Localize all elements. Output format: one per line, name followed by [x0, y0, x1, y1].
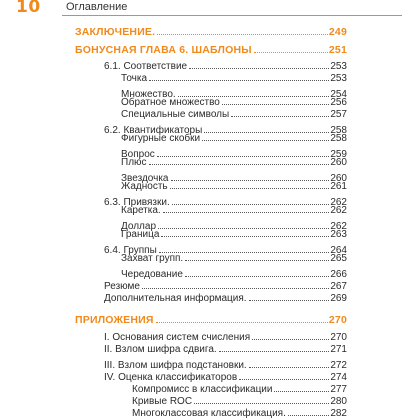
toc-entry-title: Множество. [121, 89, 176, 100]
toc-entry-title: Граница [121, 229, 160, 240]
toc-dot-leader [185, 260, 329, 261]
toc-entry-page: 274 [330, 372, 347, 383]
toc-entry [132, 405, 347, 419]
toc-entry-page: 262 [330, 205, 347, 216]
toc-entry-title: Многоклассовая классификация. [132, 408, 286, 419]
toc-entry-title: БОНУСНАЯ ГЛАВА 6. ШАБЛОНЫ [75, 44, 252, 56]
toc-entry-title: 6.2. Квантификаторы [104, 125, 203, 136]
toc-dot-leader [249, 300, 330, 301]
toc-entry-title: III. Взлом шифра подстановки. [104, 360, 247, 371]
toc-entry-page: 269 [330, 293, 347, 304]
toc-entry [104, 290, 347, 304]
toc-dot-leader [161, 236, 329, 237]
toc-entry-page: 280 [330, 396, 347, 407]
toc-entry-title: Резюме [104, 281, 140, 292]
toc-entry-title: Специальные символы [121, 109, 230, 120]
toc-entry-page: 263 [330, 229, 347, 240]
toc-entry-title: Плюс [121, 157, 147, 168]
toc-dot-leader [231, 116, 329, 117]
toc-entry-title: Звездочка [121, 173, 169, 184]
toc-dot-leader [149, 164, 330, 165]
toc-dot-leader [194, 403, 329, 404]
toc-entry-title: II. Взлом шифра сдвига. [104, 344, 217, 355]
toc-entry-page: 272 [330, 360, 347, 371]
toc-entry [121, 226, 347, 240]
toc-entry-title: Фигурные скобки [121, 133, 201, 144]
toc-entry-title: Кривые ROC [132, 396, 193, 407]
toc-entry-page: 267 [330, 281, 347, 292]
toc-dot-leader [288, 415, 329, 416]
toc-entry-page: 257 [330, 109, 347, 120]
toc-dot-leader [185, 276, 329, 277]
toc-entry-page: 253 [330, 61, 347, 72]
toc-entry [121, 250, 347, 264]
toc-entry-title: Захват групп. [121, 253, 184, 264]
toc-entry-page: 256 [330, 97, 347, 108]
toc-dot-leader [149, 80, 329, 81]
toc-entry [121, 130, 347, 144]
toc-entry [121, 178, 347, 192]
toc-entry-page: 260 [330, 157, 347, 168]
toc-dot-leader [142, 288, 329, 289]
toc-entry-title: Компромисс в классификации [132, 384, 273, 395]
toc-entry [121, 106, 347, 120]
toc-entry [75, 42, 347, 56]
toc-entry [121, 202, 347, 216]
toc-entry-title: Точка [121, 73, 148, 84]
toc-entry-title: IV. Оценка классификаторов [104, 372, 238, 383]
toc-entry-title: ПРИЛОЖЕНИЯ [75, 314, 154, 326]
toc-entry-page: 264 [330, 245, 347, 256]
toc-dot-leader [252, 339, 329, 340]
toc-entry-title: 6.3. Привязки. [104, 197, 170, 208]
page-number: 10 [16, 0, 41, 17]
toc-dot-leader [170, 188, 330, 189]
toc-entry-page: 277 [330, 384, 347, 395]
toc-entry-title: Вопрос [121, 149, 155, 160]
toc-dot-leader [202, 140, 329, 141]
toc-entry-title: Обратное множество [121, 97, 220, 108]
toc-entry-page: 270 [328, 314, 347, 326]
toc-entry-page: 271 [330, 344, 347, 355]
toc-entry [75, 24, 347, 38]
toc-entry-page: 266 [330, 269, 347, 280]
toc-entry-title: 6.4. Группы [104, 245, 157, 256]
toc-entry-title: Доллар [121, 221, 157, 232]
toc-entry-page: 261 [330, 181, 347, 192]
toc-dot-leader [156, 322, 328, 323]
toc-entry-page: 249 [328, 26, 347, 38]
toc-entry-title: I. Основания систем счисления [104, 332, 251, 343]
toc-entry-title: Жадность [121, 181, 168, 192]
toc-entry-page: 260 [330, 173, 347, 184]
toc-entry-page: 254 [330, 89, 347, 100]
toc-dot-leader [157, 34, 328, 35]
toc-dot-leader [274, 391, 329, 392]
toc-entry-page: 262 [330, 221, 347, 232]
toc-entry-title: Каретка. [121, 205, 161, 216]
toc-entry-page: 282 [330, 408, 347, 419]
toc-dot-leader [239, 379, 329, 380]
toc-entry-title: Чередование [121, 269, 183, 280]
toc-dot-leader [163, 212, 330, 213]
toc-entry-page: 262 [330, 197, 347, 208]
toc-entry [121, 154, 347, 168]
toc-entry [104, 341, 347, 355]
toc-dot-leader [254, 52, 328, 53]
toc-entry-title: 6.1. Соответствие [104, 61, 188, 72]
toc-entry-page: 258 [330, 133, 347, 144]
toc-dot-leader [249, 367, 330, 368]
toc-entry-page: 265 [330, 253, 347, 264]
toc-entry-title: ЗАКЛЮЧЕНИЕ. [75, 26, 156, 38]
toc-entry-page: 251 [328, 44, 347, 56]
toc-entry-page: 270 [330, 332, 347, 343]
header-title: Оглавление [66, 1, 128, 13]
toc-dot-leader [189, 68, 329, 69]
toc-dot-leader [222, 104, 329, 105]
toc-entry [121, 70, 347, 84]
toc-entry-page: 253 [330, 73, 347, 84]
toc-entry-title: Дополнительная информация. [104, 293, 247, 304]
toc-entry-page: 259 [330, 149, 347, 160]
toc-entry [75, 312, 347, 326]
toc-dot-leader [219, 351, 330, 352]
toc-entry-page: 258 [330, 125, 347, 136]
